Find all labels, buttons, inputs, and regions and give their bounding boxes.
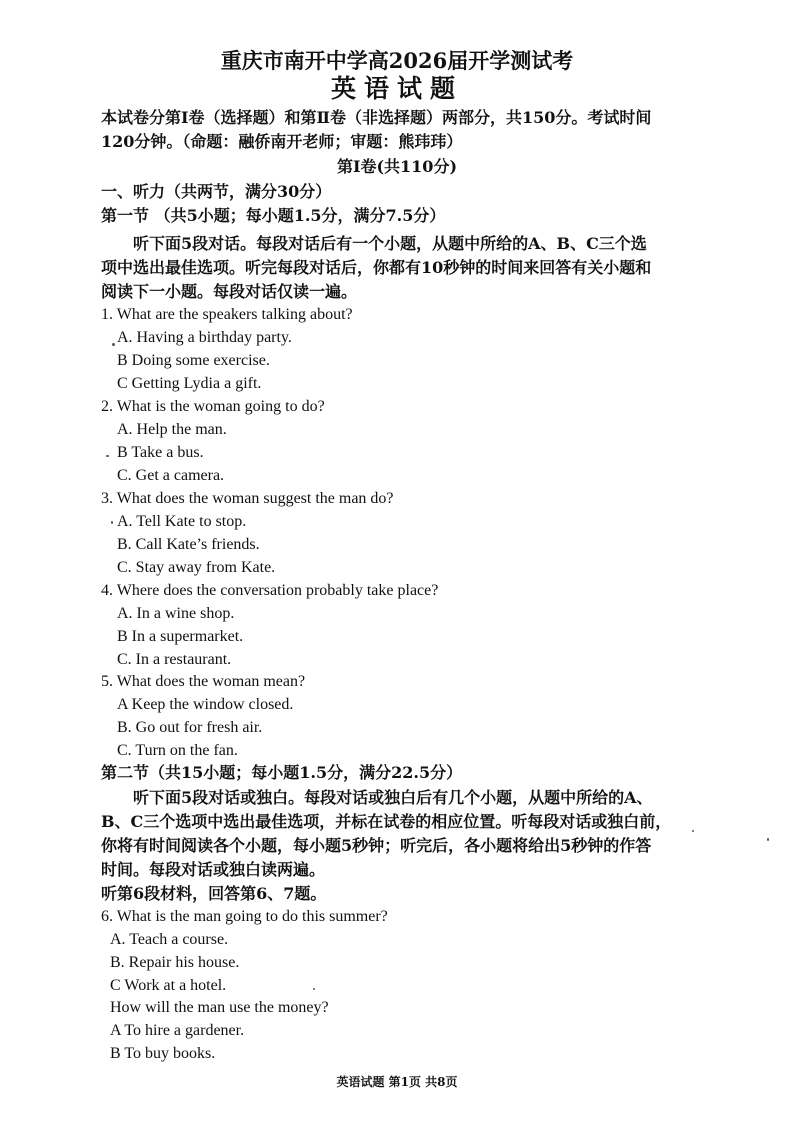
question-3-stem: 3. What does the woman suggest the man do?	[101, 490, 394, 507]
section-1-instruction-3: 阅读下一小题。每段对话仅读一遍。	[101, 282, 358, 301]
exam-subtitle: 英语试题	[330, 74, 463, 103]
question-6-option-c: C Work at a hotel.	[110, 977, 227, 994]
question-7-option-a: A To hire a gardener.	[110, 1022, 245, 1039]
section-2-instruction-3: 你将有时间阅读各个小题，每小题5秒钟；听完后，各小题将给出5秒钟的作答	[101, 836, 652, 855]
exam-title: 重庆市南开中学高2026届开学测试考	[220, 48, 574, 73]
scan-speck	[111, 521, 113, 524]
intro-line-1: 本试卷分第Ⅰ卷（选择题）和第Ⅱ卷（非选择题）两部分，共150分。考试时间	[101, 108, 652, 127]
section-1-instruction-2: 项中选出最佳选项。听完每段对话后，你都有10秒钟的时间来回答有关小题和	[101, 258, 652, 277]
scan-speck	[112, 343, 115, 346]
question-4-option-b: B In a supermarket.	[117, 628, 244, 645]
question-5-option-a: A Keep the window closed.	[117, 696, 294, 713]
section-2-instruction-1: 听下面5段对话或独白。每段对话或独白后有几个小题，从题中所给的A、	[133, 788, 653, 807]
question-2-option-a: A. Help the man.	[117, 421, 227, 438]
intro-line-2: 120分钟。（命题：融侨南开老师；审题：熊玮玮）	[101, 132, 463, 151]
page-footer: 英语试题 第1页 共8页	[336, 1075, 458, 1089]
section-2-instruction-4: 时间。每段对话或独白读两遍。	[101, 860, 326, 879]
question-2-stem: 2. What is the woman going to do?	[101, 398, 325, 415]
section-2-title: 第二节（共15小题；每小题1.5分，满分22.5分）	[101, 763, 463, 782]
question-6-option-b: B. Repair his house.	[110, 954, 240, 971]
question-5-stem: 5. What does the woman mean?	[101, 673, 306, 690]
question-1-option-c: C Getting Lydia a gift.	[117, 375, 262, 392]
scan-speck	[106, 455, 109, 457]
question-6-option-a: A. Teach a course.	[110, 931, 229, 948]
question-7-option-b: B To buy books.	[110, 1045, 216, 1062]
question-2-option-b: B Take a bus.	[117, 444, 204, 461]
question-1-option-b: B Doing some exercise.	[117, 352, 270, 369]
scan-speck	[313, 988, 315, 990]
question-5-option-c: C. Turn on the fan.	[117, 742, 238, 759]
part-1-title: 一、听力（共两节，满分30分）	[101, 182, 332, 201]
question-5-option-b: B. Go out for fresh air.	[117, 719, 263, 736]
question-3-option-b: B. Call Kate’s friends.	[117, 536, 260, 553]
question-2-option-c: C. Get a camera.	[117, 467, 225, 484]
question-1-stem: 1. What are the speakers talking about?	[101, 306, 353, 323]
question-4-option-a: A. In a wine shop.	[117, 605, 235, 622]
question-4-option-c: C. In a restaurant.	[117, 651, 232, 668]
scan-speck	[692, 830, 694, 832]
section-2-instruction-2: B、C三个选项中选出最佳选项，并标在试卷的相应位置。听每段对话或独白前，	[101, 812, 672, 831]
question-3-option-c: C. Stay away from Kate.	[117, 559, 276, 576]
section-1-instruction-1: 听下面5段对话。每段对话后有一个小题，从题中所给的A、B、C三个选	[133, 234, 647, 253]
scan-speck	[767, 838, 769, 841]
question-7-stem: How will the man use the money?	[110, 999, 329, 1016]
volume-1-title: 第Ⅰ卷(共110分)	[336, 157, 458, 176]
question-3-option-a: A. Tell Kate to stop.	[117, 513, 247, 530]
question-6-stem: 6. What is the man going to do this summer?	[101, 908, 388, 925]
question-1-option-a: A. Having a birthday party.	[117, 329, 292, 346]
question-4-stem: 4. Where does the conversation probably take place?	[101, 582, 439, 599]
material-6-heading: 听第6段材料，回答第6、7题。	[101, 884, 327, 903]
section-1-title: 第一节 （共5小题；每小题1.5分，满分7.5分）	[101, 206, 446, 225]
